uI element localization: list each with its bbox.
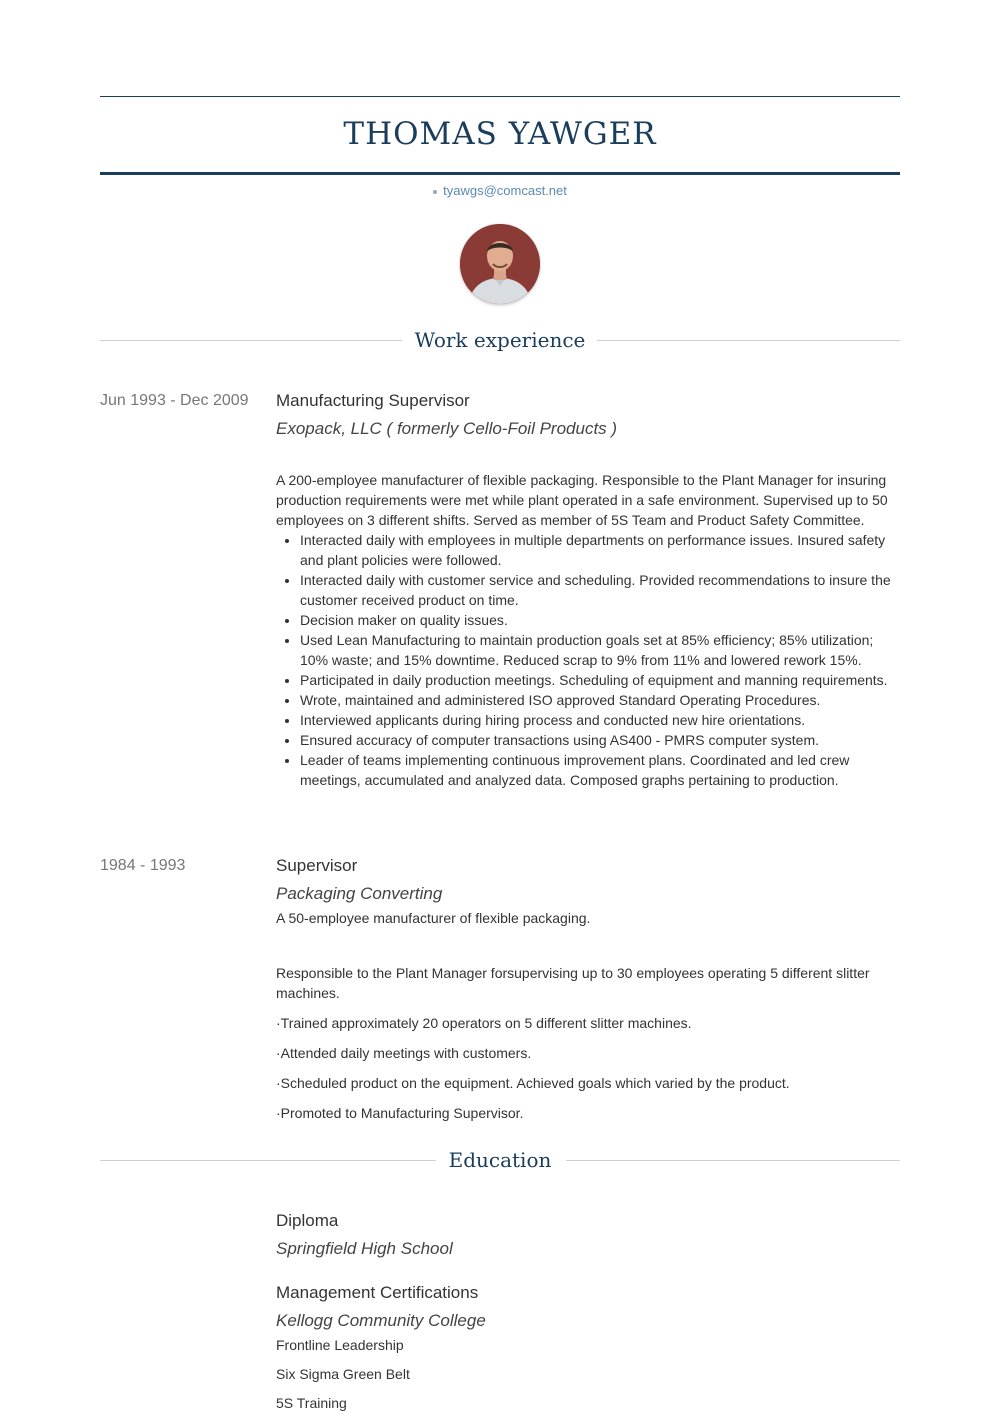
education-heading [100, 1140, 900, 1180]
email-link[interactable]: tyawgs@comcast.net [443, 183, 567, 198]
job-title: Supervisor [276, 856, 358, 875]
school-name: Kellogg Community College [276, 1311, 486, 1330]
section-title: Education [448, 1148, 552, 1172]
job-dates: Jun 1993 - Dec 2009 [100, 392, 249, 409]
education-entry [276, 1207, 896, 1263]
section-title: Work experience [414, 328, 586, 352]
job-bullet-list [276, 530, 896, 790]
bullet-dot-icon [433, 190, 437, 194]
list-item: • Interacted daily with customer service and scheduling. Provided recommendations to insure the customer received product on time. [300, 570, 896, 610]
job-paragraph: ·Scheduled product on the equipment. Achieved goals which varied by the product. [276, 1075, 790, 1091]
job-entry [276, 387, 896, 790]
job-summary: A 200-employee manufacturer of flexible packaging. Responsible to the Plant Manager for insuring production requirements were met while plant operated in a safe environment. Supervised up to 50 employees on 3 different shifts. Served as member of 5S Team and Product Safety Committee. [276, 472, 888, 528]
certification-item: Frontline Leadership [276, 1337, 404, 1353]
list-item: • Decision maker on quality issues. [300, 610, 896, 630]
job-paragraph: Responsible to the Plant Manager forsupervising up to 30 employees operating 5 different slitter machines. [276, 965, 870, 1001]
list-item: • Interviewed applicants during hiring process and conducted new hire orientations. [300, 710, 896, 730]
list-item: • Used Lean Manufacturing to maintain production goals set at 85% efficiency; 85% utilization; 10% waste; and 15% downtime. Reduced scrap to 9% from 11% and lowered rework 15%. [300, 630, 896, 670]
list-item: • Leader of teams implementing continuous improvement plans. Coordinated and led crew meetings, accumulated and analyzed data. Composed graphs pertaining to production. [300, 750, 896, 790]
header-top-rule [100, 96, 900, 97]
certification-item: 5S Training [276, 1395, 347, 1411]
certification-item: Six Sigma Green Belt [276, 1366, 410, 1382]
job-title: Manufacturing Supervisor [276, 391, 470, 410]
job-paragraph: ·Trained approximately 20 operators on 5 different slitter machines. [276, 1015, 692, 1031]
header-bottom-rule [100, 172, 900, 175]
company-name: Exopack, LLC ( formerly Cello-Foil Products ) [276, 419, 618, 438]
degree-name: Diploma [276, 1211, 339, 1230]
avatar [460, 224, 540, 304]
education-entry [276, 1279, 896, 1413]
candidate-name: THOMAS YAWGER [343, 116, 657, 152]
degree-name: Management Certifications [276, 1283, 479, 1302]
contact-line [100, 182, 900, 200]
company-name: Packaging Converting [276, 884, 443, 903]
list-item: • Interacted daily with employees in multiple departments on performance issues. Insured safety and plant policies were followed. [300, 530, 896, 570]
resume-page [100, 0, 900, 1410]
work-experience-heading [100, 320, 900, 360]
avatar-portrait-icon [460, 224, 540, 304]
job-dates: 1984 - 1993 [100, 857, 186, 874]
list-item: • Participated in daily production meetings. Scheduling of equipment and manning requirements. [300, 670, 896, 690]
school-name: Springfield High School [276, 1239, 453, 1258]
job-paragraph: ·Promoted to Manufacturing Supervisor. [276, 1105, 524, 1121]
list-item: • Wrote, maintained and administered ISO approved Standard Operating Procedures. [300, 690, 896, 710]
job-paragraph: ·Attended daily meetings with customers. [276, 1045, 532, 1061]
job-summary: A 50-employee manufacturer of flexible packaging. [276, 910, 591, 926]
job-entry [276, 852, 896, 1123]
list-item: • Ensured accuracy of computer transactions using AS400 - PMRS computer system. [300, 730, 896, 750]
